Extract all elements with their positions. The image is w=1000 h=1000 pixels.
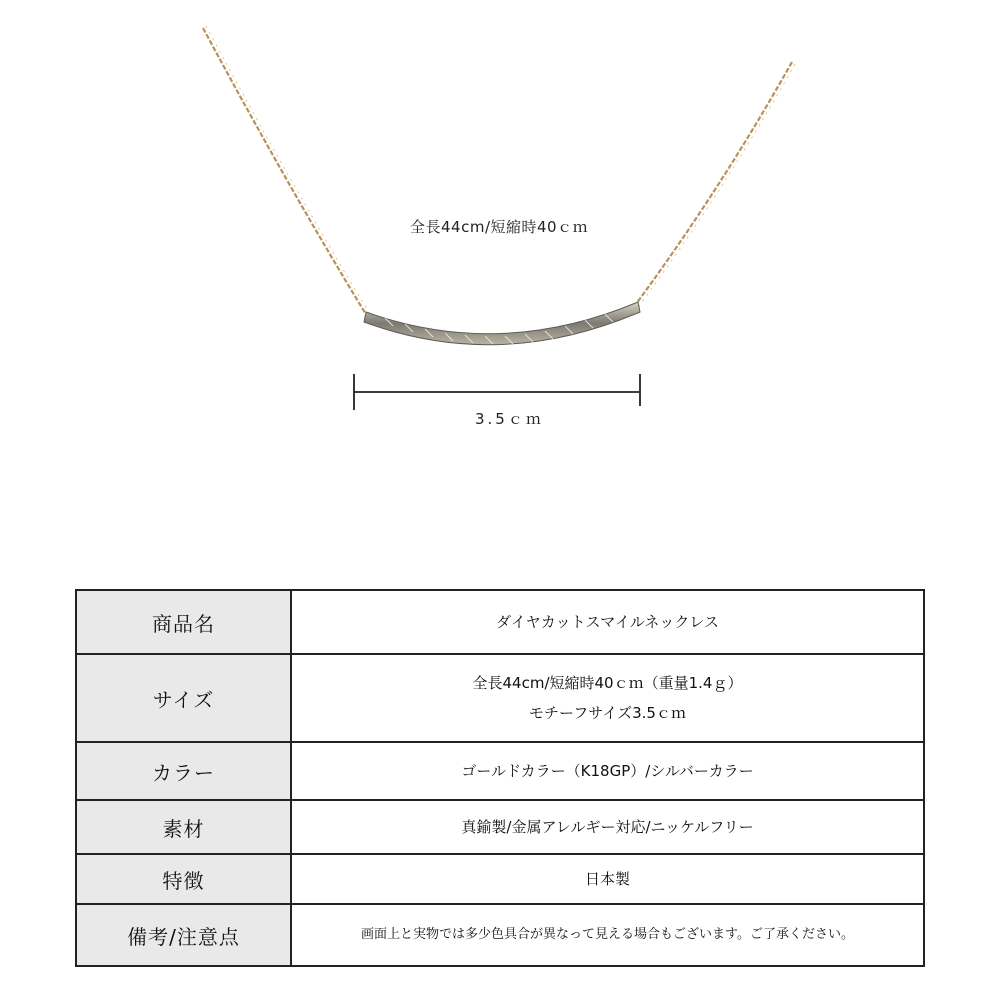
- row-value-feature: [291, 854, 924, 904]
- table-row: [76, 800, 924, 854]
- row-label-color: カラー: [76, 742, 291, 800]
- spec-table: [75, 589, 925, 967]
- row-value-notes: [291, 904, 924, 966]
- diamond-cut-bar: [364, 302, 640, 345]
- row-value-size: [291, 654, 924, 742]
- row-label-material: 素材: [76, 800, 291, 854]
- table-row: [76, 904, 924, 966]
- row-label-feature: 特徴: [76, 854, 291, 904]
- chain-left: [203, 28, 367, 316]
- value-line: 全長44cm/短縮時40ｃｍ（重量1.4ｇ）: [472, 674, 743, 692]
- width-measure-line: [354, 374, 640, 410]
- row-value-material: [291, 800, 924, 854]
- table-row: [76, 854, 924, 904]
- table-row: [76, 654, 924, 742]
- value-line: 日本製: [584, 870, 630, 888]
- width-label: 3.5ｃｍ: [475, 410, 544, 428]
- row-value-product-name: [291, 590, 924, 654]
- value-line: モチーフサイズ3.5ｃｍ: [529, 704, 686, 722]
- value-line: ダイヤカットスマイルネックレス: [496, 613, 719, 631]
- table-row: [76, 590, 924, 654]
- row-label-notes: 備考/注意点: [76, 904, 291, 966]
- row-label-product-name: 商品名: [76, 590, 291, 654]
- value-line: 真鍮製/金属アレルギー対応/ニッケルフリー: [461, 818, 754, 836]
- length-label: 全長44cm/短縮時40ｃｍ: [410, 218, 589, 236]
- value-line: ゴールドカラー（K18GP）/シルバーカラー: [461, 762, 754, 780]
- chain-right: [636, 62, 792, 304]
- value-line: 画面上と実物では多少色具合が異なって見える場合もございます。ご了承ください。: [361, 927, 854, 942]
- row-label-size: サイズ: [76, 654, 291, 742]
- table-row: [76, 742, 924, 800]
- row-value-color: [291, 742, 924, 800]
